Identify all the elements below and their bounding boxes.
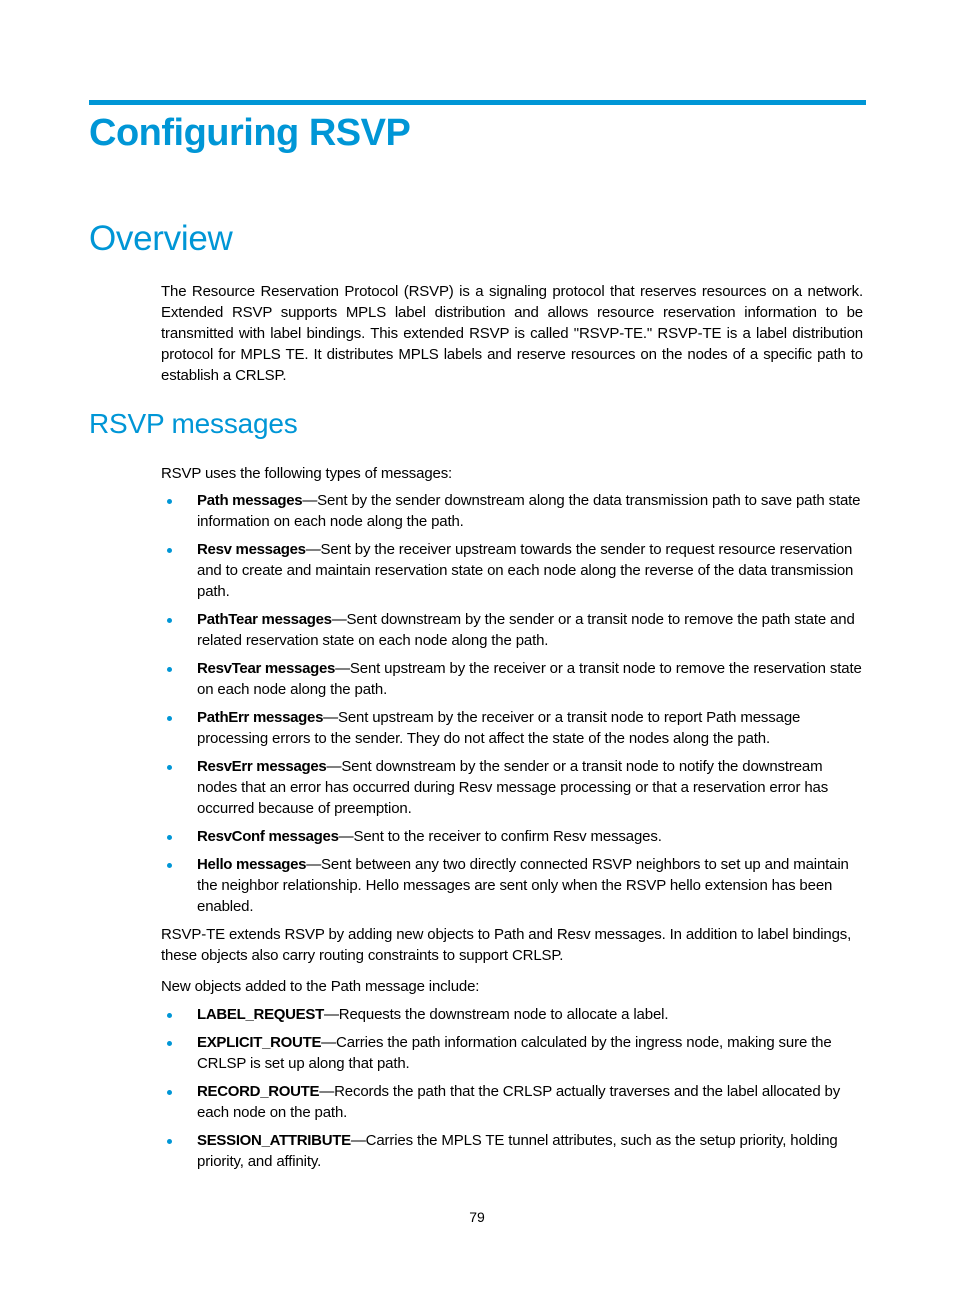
list-item <box>161 1081 863 1123</box>
bullet-icon <box>167 499 172 504</box>
list-item-text: —Carries the path information calculated by the ingress node, making sure the CRLSP is set up along that path. <box>197 1034 832 1072</box>
list-item-term: Resv messages <box>197 541 306 558</box>
list-item-term: ResvTear messages <box>197 660 336 677</box>
list-item <box>161 1032 863 1074</box>
list-item-term: ResvErr messages <box>197 758 327 775</box>
list-item-term: PathErr messages <box>197 709 324 726</box>
bullet-icon <box>167 618 172 623</box>
list-item-term: RECORD_ROUTE <box>197 1083 320 1100</box>
bullet-icon <box>167 1013 172 1018</box>
list-item-text: —Sent by the receiver upstream towards the sender to request resource reservation and to create and maintain reservation state on each node along the reverse of the data transmission path. <box>197 541 854 600</box>
overview-paragraph: The Resource Reservation Protocol (RSVP) is a signaling protocol that reserves resources on a network. Extended RSVP supports MPLS label distribution and allows resource reservation information to be transmitted with label bindings. This extended RSVP is called "RSVP-TE." RSVP-TE is a label distribution protocol for MPLS TE. It distributes MPLS labels and reserve resources on the nodes of a specific path to establish a CRLSP. <box>161 283 863 384</box>
rsvp-messages-heading: RSVP messages <box>89 408 298 439</box>
bullet-icon <box>167 835 172 840</box>
list-item-text: —Sent upstream by the receiver or a transit node to remove the reservation state on each node along the path. <box>197 660 862 698</box>
bullet-icon <box>167 548 172 553</box>
bullet-icon <box>167 716 172 721</box>
list-item <box>161 658 863 700</box>
list-item <box>161 539 863 602</box>
bullet-icon <box>167 863 172 868</box>
bullet-icon <box>167 1041 172 1046</box>
list-item-term: SESSION_ATTRIBUTE <box>197 1132 351 1149</box>
list-item <box>161 1130 863 1172</box>
page-number: 79 <box>469 1209 485 1225</box>
list-item-text: —Sent downstream by the sender or a transit node to remove the path state and related reservation state on each node along the path. <box>197 611 855 649</box>
list-item-text: —Sent by the sender downstream along the data transmission path to save path state information on each node along the path. <box>197 492 861 530</box>
list-item-text: —Sent to the receiver to confirm Resv messages. <box>338 828 662 845</box>
list-item-term: LABEL_REQUEST <box>197 1006 324 1023</box>
rsvp-te-paragraph: RSVP-TE extends RSVP by adding new objects to Path and Resv messages. In addition to label bindings, these objects also carry routing constraints to support CRLSP. <box>161 926 852 964</box>
chapter-top-rule <box>89 100 866 105</box>
overview-heading: Overview <box>89 219 233 258</box>
rsvp-messages-intro: RSVP uses the following types of messages: <box>161 465 453 482</box>
list-item <box>161 756 863 819</box>
list-item-text: —Sent downstream by the sender or a transit node to notify the downstream nodes that an error has occurred during Resv message processing or that a reservation error has occurred because of preemption. <box>197 758 829 817</box>
path-objects-list <box>161 1004 863 1179</box>
list-item <box>161 826 863 847</box>
list-item <box>161 1004 863 1025</box>
list-item-text: —Sent between any two directly connected RSVP neighbors to set up and maintain the neighbor relationship. Hello messages are sent only when the RSVP hello extension has been enabled. <box>197 856 849 915</box>
list-item-term: Hello messages <box>197 856 307 873</box>
list-item-text: —Requests the downstream node to allocate a label. <box>323 1006 669 1023</box>
list-item <box>161 854 863 917</box>
list-item-text: —Records the path that the CRLSP actually traverses and the label allocated by each node on the path. <box>197 1083 841 1121</box>
list-item-text: —Sent upstream by the receiver or a transit node to report Path message processing errors to the sender. They do not affect the state of the nodes along the path. <box>197 709 801 747</box>
list-item-text: —Carries the MPLS TE tunnel attributes, such as the setup priority, holding priority, and affinity. <box>197 1132 838 1170</box>
list-item-term: EXPLICIT_ROUTE <box>197 1034 322 1051</box>
bullet-icon <box>167 1139 172 1144</box>
list-item-term: ResvConf messages <box>197 828 339 845</box>
bullet-icon <box>167 667 172 672</box>
list-item-term: PathTear messages <box>197 611 332 628</box>
list-item <box>161 609 863 651</box>
chapter-title: Configuring RSVP <box>89 112 411 154</box>
list-item <box>161 490 863 532</box>
objects-intro: New objects added to the Path message include: <box>161 978 480 995</box>
message-types-list <box>161 490 863 924</box>
bullet-icon <box>167 1090 172 1095</box>
list-item-term: Path messages <box>197 492 303 509</box>
bullet-icon <box>167 765 172 770</box>
list-item <box>161 707 863 749</box>
